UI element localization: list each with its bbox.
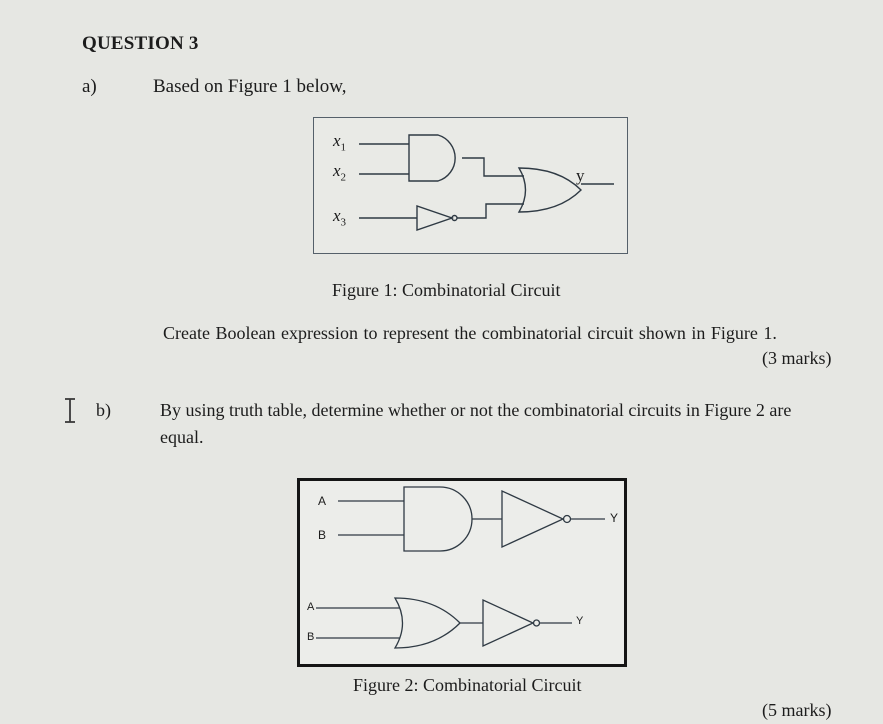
figure-1-diagram	[314, 118, 629, 255]
c1-and-gate	[404, 487, 472, 551]
label-x2: $x_2$	[333, 161, 347, 184]
part-a-intro: Based on Figure 1 below,	[153, 76, 347, 97]
part-a-label: a)	[82, 76, 97, 97]
figure-2-caption: Figure 2: Combinatorial Circuit	[353, 675, 582, 695]
question-heading: QUESTION 3	[82, 33, 199, 54]
part-b-question-line1: By using truth table, determine whether or not the combinatorial circuits in Figure 2 are	[160, 400, 792, 420]
text-cursor-icon	[63, 396, 77, 426]
part-b-label: b)	[96, 400, 111, 420]
c1-not-gate	[502, 491, 563, 547]
figure-1-circuit	[313, 117, 628, 254]
wire-and-out	[462, 158, 524, 176]
label-x3: $x_3$	[333, 206, 347, 229]
c2-label-b: B	[307, 631, 315, 643]
part-b-marks: (5 marks)	[762, 700, 832, 720]
label-x1: $x_1$	[333, 131, 347, 154]
wire-not-out	[457, 204, 524, 218]
c2-or-gate	[395, 598, 460, 648]
figure-2-circuit	[297, 478, 627, 667]
c1-label-y: Y	[610, 511, 619, 525]
c2-not-gate	[483, 600, 533, 646]
c2-label-y: Y	[576, 615, 584, 627]
or-gate	[519, 168, 581, 212]
figure-1-caption: Figure 1: Combinatorial Circuit	[332, 280, 561, 300]
c1-label-a: A	[318, 494, 327, 508]
figure-2-diagram	[300, 481, 624, 664]
c2-label-a: A	[307, 601, 315, 613]
and-gate	[409, 135, 455, 181]
part-a-marks: (3 marks)	[762, 348, 832, 368]
not-gate	[417, 206, 452, 230]
label-y: y	[576, 166, 585, 185]
c1-label-b: B	[318, 528, 327, 542]
part-a-question: Create Boolean expression to represent the combinatorial circuit shown in Figure 1.	[163, 323, 777, 343]
part-b-question-line2: equal.	[160, 427, 204, 447]
